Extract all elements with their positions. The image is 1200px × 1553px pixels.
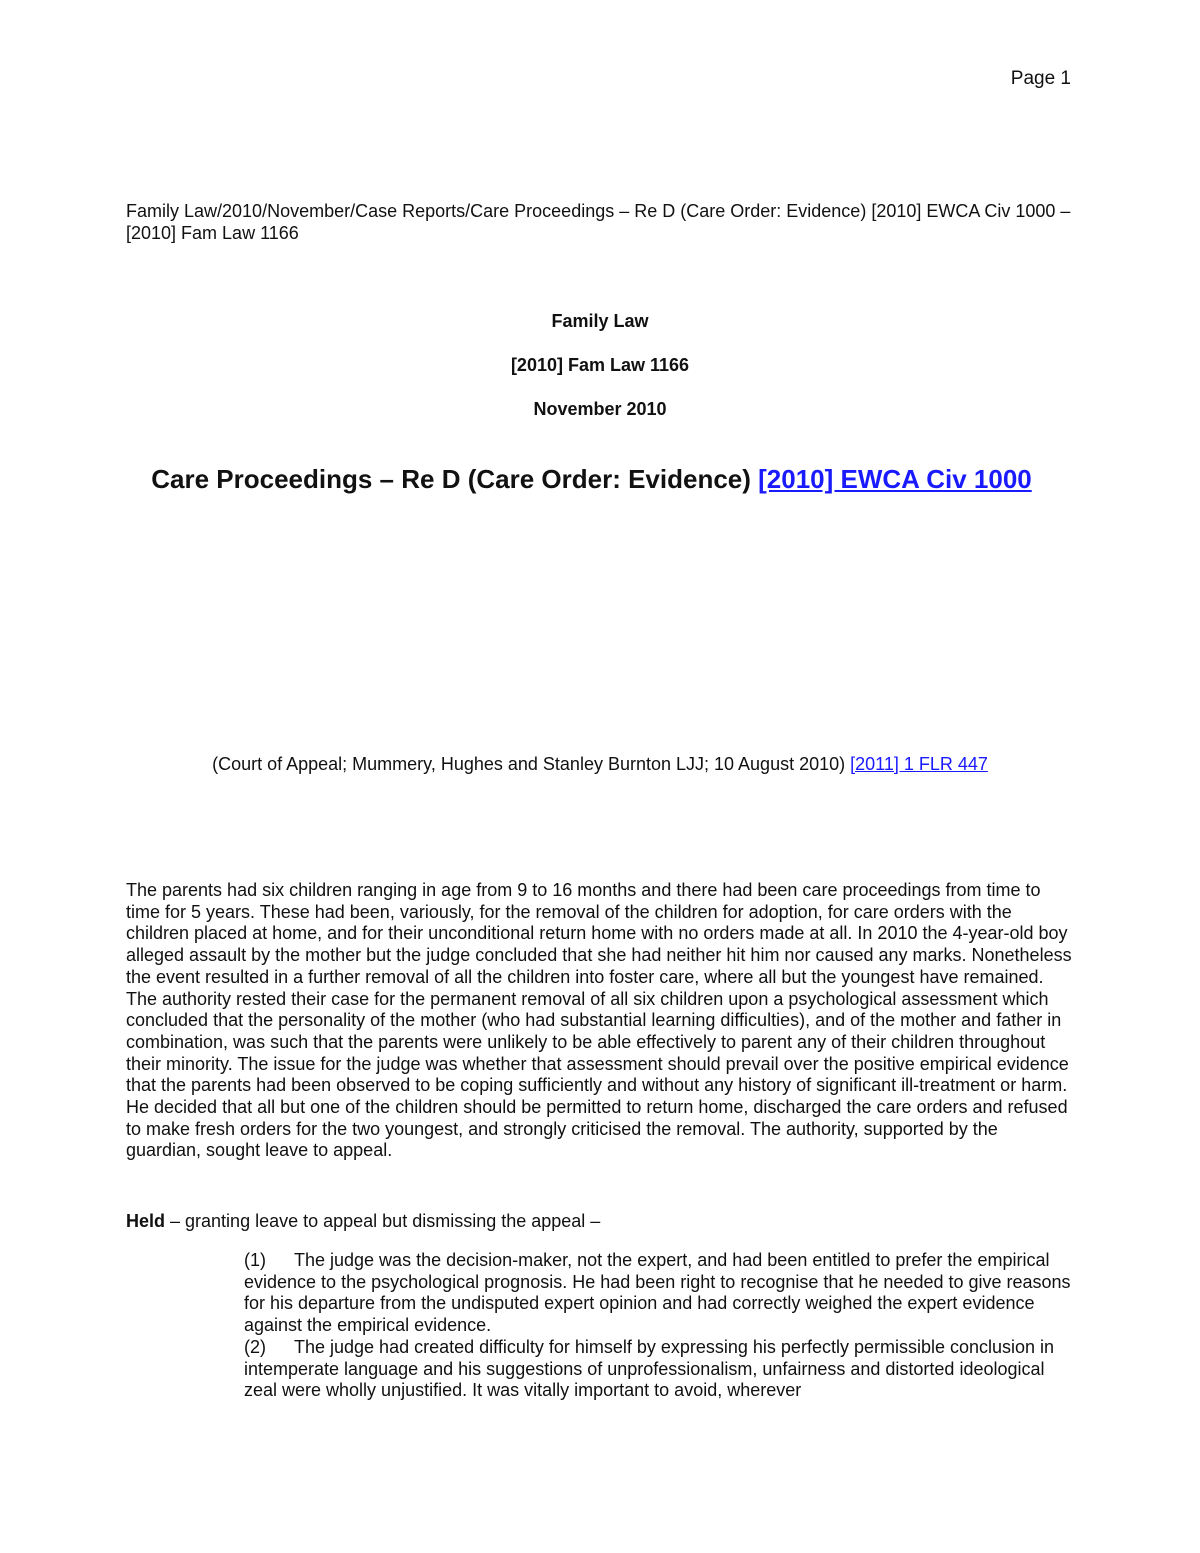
holding-item [244, 1250, 1074, 1337]
held-text: – granting leave to appeal but dismissing the appeal – [165, 1211, 601, 1231]
court-line [0, 754, 1200, 775]
holdings-list [244, 1250, 1074, 1402]
case-title-heading [0, 464, 1183, 495]
holding-number: (1) [244, 1250, 266, 1270]
journal-name: Family Law [551, 311, 649, 331]
held-line [126, 1211, 600, 1232]
flr-report-link[interactable]: [2011] 1 FLR 447 [850, 754, 988, 774]
issue-date: November 2010 [533, 399, 667, 419]
holding-text: The judge was the decision-maker, not the expert, and had been entitled to prefer the empirical evidence to the psychological prognosis. He had been right to recognise that he needed to give reasons for his departure from the undisputed expert opinion and had correctly weighed the expert evidence against the empirical evidence. [244, 1250, 1071, 1336]
court-details: (Court of Appeal; Mummery, Hughes and Stanley Burnton LJJ; 10 August 2010) [212, 754, 846, 774]
case-summary: The parents had six children ranging in age from 9 to 16 months and there had been care proceedings from time to time for 5 years. These had been, variously, for the removal of the children for adoption, for care orders with the children placed at home, and for their unconditional return home with no orders made at all. In 2010 the 4-year-old boy alleged assault by the mother but the judge concluded that she had neither hit him nor caused any marks. Nonetheless the event resulted in a further removal of all the children into foster care, where all but the youngest have remained. The authority rested their case for the permanent removal of all six children upon a psychological assessment which concluded that the personality of the mother (who had substantial learning difficulties), and of the mother and father in combination, was such that the parents were unlikely to be able effectively to parent any of their children throughout their minority. The issue for the judge was whether that assessment should prevail over the positive empirical evidence that the parents had been observed to be coping sufficiently and without any history of significant ill-treatment or harm. He decided that all but one of the children should be permitted to return home, discharged the care orders and refused to make fresh orders for the two youngest, and strongly criticised the removal. The authority, supported by the guardian, sought leave to appeal. [126, 880, 1072, 1161]
holding-text: The judge had created difficulty for himself by expressing his perfectly permissible conclusion in intemperate language and his suggestions of unprofessionalism, unfairness and distorted ideological zeal were wholly unjustified. It was vitally important to avoid, wherever [244, 1336, 1055, 1401]
case-title: Care Proceedings – Re D (Care Order: Evidence) [151, 464, 751, 494]
breadcrumb: Family Law/2010/November/Case Reports/Care Proceedings – Re D (Care Order: Evidence) [2010] EWCA Civ 1000 – [2010] Fam Law 1166 [126, 201, 1071, 243]
journal-citation: [2010] Fam Law 1166 [510, 355, 690, 375]
page-number: Page 1 [1010, 68, 1071, 89]
holding-item [244, 1337, 1074, 1402]
holding-number: (2) [244, 1336, 266, 1357]
held-label: Held [126, 1211, 166, 1231]
neutral-citation-link[interactable]: [2010] EWCA Civ 1000 [758, 464, 1032, 494]
